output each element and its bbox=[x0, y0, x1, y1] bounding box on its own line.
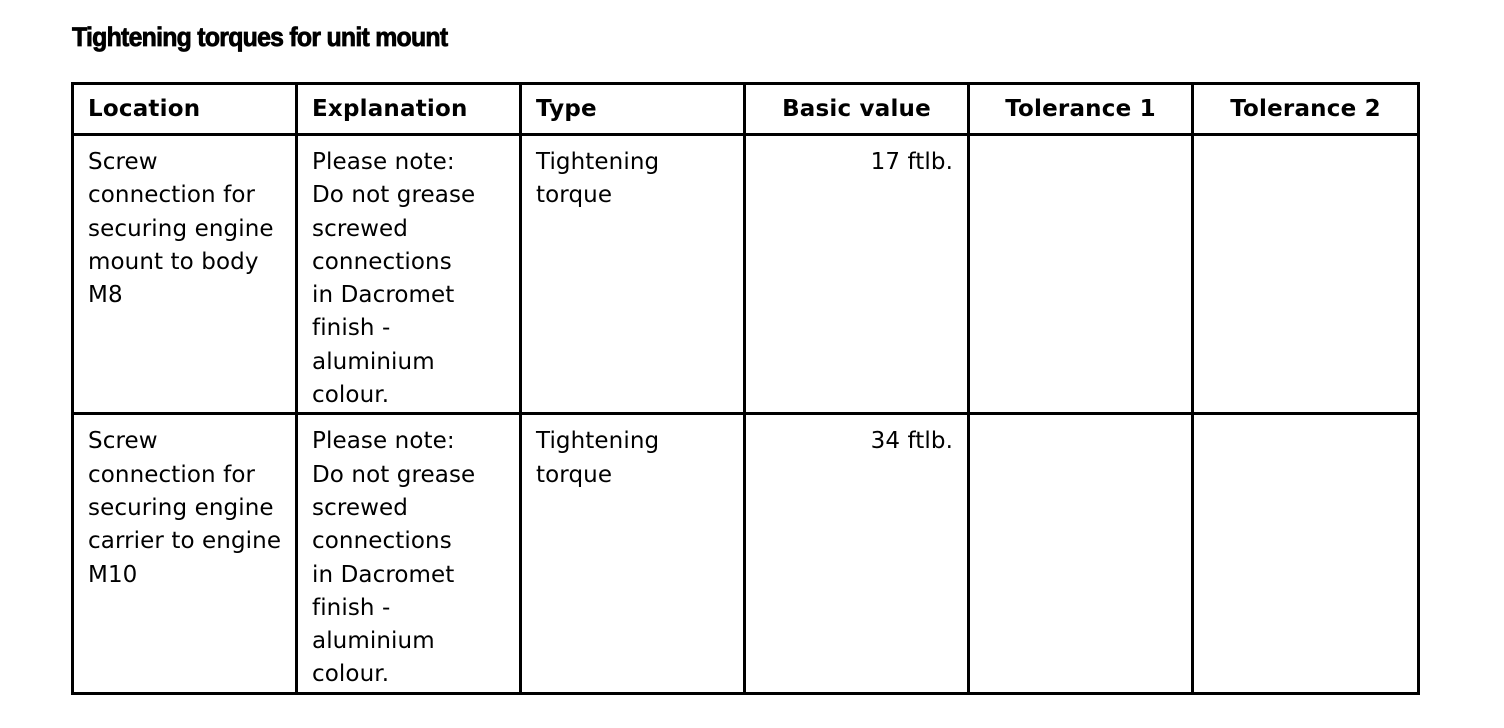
cell-location: Screw connection for securing engine carrier to engine M10 bbox=[73, 414, 297, 693]
cell-basic-value: 34 ftlb. bbox=[745, 414, 969, 693]
header-tolerance-1: Tolerance 1 bbox=[969, 84, 1193, 135]
header-explanation: Explanation bbox=[297, 84, 521, 135]
cell-location: Screw connection for securing engine mount to body M8 bbox=[73, 135, 297, 414]
torque-table bbox=[71, 82, 1420, 695]
header-type: Type bbox=[521, 84, 745, 135]
cell-type: Tightening torque bbox=[521, 414, 745, 693]
table-header-row bbox=[73, 84, 1419, 135]
cell-tolerance-1 bbox=[969, 135, 1193, 414]
header-tolerance-2: Tolerance 2 bbox=[1193, 84, 1419, 135]
header-basic-value: Basic value bbox=[745, 84, 969, 135]
cell-tolerance-2 bbox=[1193, 414, 1419, 693]
cell-tolerance-1 bbox=[969, 414, 1193, 693]
header-location: Location bbox=[73, 84, 297, 135]
cell-basic-value: 17 ftlb. bbox=[745, 135, 969, 414]
cell-explanation: Please note: Do not grease screwed connections in Dacromet finish - aluminium colour. bbox=[297, 135, 521, 414]
cell-type: Tightening torque bbox=[521, 135, 745, 414]
cell-explanation: Please note: Do not grease screwed connections in Dacromet finish - aluminium colour. bbox=[297, 414, 521, 693]
table-row bbox=[73, 414, 1419, 693]
cell-tolerance-2 bbox=[1193, 135, 1419, 414]
table-row bbox=[73, 135, 1419, 414]
page-title: Tightening torques for unit mount bbox=[72, 22, 448, 52]
